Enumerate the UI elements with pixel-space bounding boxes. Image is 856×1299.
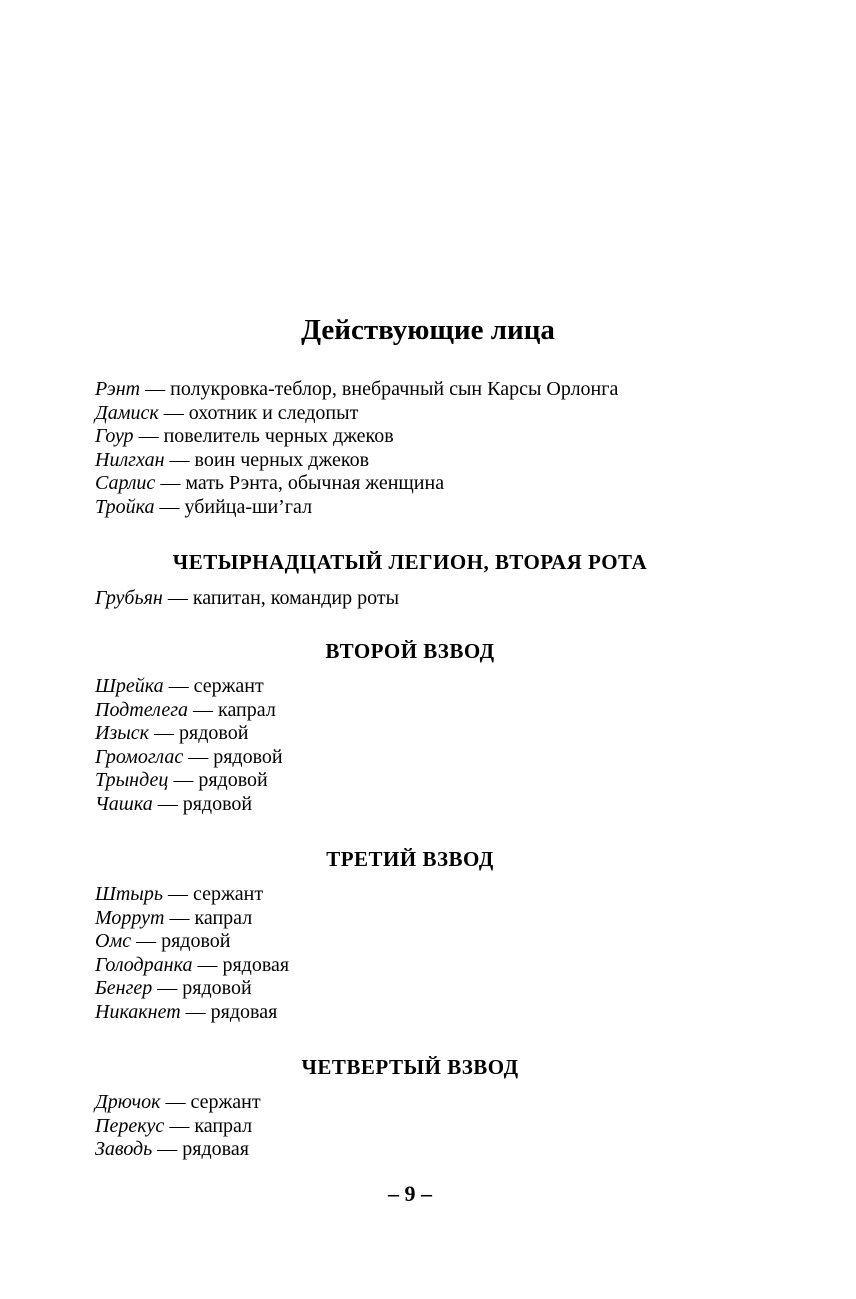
character-description: сержант (193, 675, 264, 697)
character-name: Голодранка (95, 953, 193, 976)
character-name: Шрейка (95, 675, 164, 697)
character-entry (95, 425, 618, 449)
character-name: Бенгер (95, 977, 153, 1000)
character-entry (95, 378, 618, 402)
character-description: капитан, командир роты (192, 587, 400, 609)
character-description: рядовая (210, 1000, 278, 1023)
character-description: полукровка-теблор, внебрачный сын Карсы Орлонга (170, 378, 619, 400)
character-entry (95, 1001, 289, 1025)
dash: — (168, 769, 199, 792)
dash: — (164, 1114, 195, 1137)
dash: — (155, 472, 186, 495)
character-description: убийца-ши’гал (184, 495, 313, 518)
character-description: капрал (194, 906, 253, 929)
character-description: рядовой (182, 977, 252, 1000)
character-description: сержант (192, 883, 264, 905)
character-name: Никакнет (95, 1000, 181, 1023)
character-entry (95, 449, 618, 473)
character-name: Сарлис (95, 472, 156, 495)
character-description: сержант (190, 1091, 261, 1113)
page-number: – 9 – (388, 1181, 432, 1206)
character-description: рядовая (182, 1138, 249, 1161)
character-description: рядовой (182, 792, 253, 815)
character-description: воин черных джеков (194, 448, 370, 471)
dash: — (183, 745, 214, 768)
dash: — (152, 792, 183, 815)
dash: — (152, 977, 183, 1000)
section-heading-fourth-platoon: ЧЕТВЕРТЫЙ ВЗВОД (301, 1055, 519, 1079)
character-name: Перекус (95, 1114, 165, 1137)
character-description: капрал (218, 698, 276, 721)
character-entry (95, 472, 618, 496)
dash: — (158, 401, 189, 424)
character-description: рядовой (161, 930, 231, 953)
character-name: Трындец (95, 769, 169, 792)
character-entry (95, 769, 283, 793)
character-name: Омс (95, 930, 132, 953)
section-heading-legion: ЧЕТЫРНАДЦАТЫЙ ЛЕГИОН, ВТОРАЯ РОТА (172, 550, 648, 574)
character-description: рядовая (222, 953, 290, 976)
dash: — (152, 1138, 183, 1161)
character-entry (95, 496, 618, 520)
fourth-platoon-list (95, 1091, 261, 1162)
dash: — (164, 448, 195, 471)
character-name: Моррут (95, 906, 165, 929)
character-description: рядовой (213, 745, 283, 768)
character-name: Изыск (95, 722, 150, 745)
dash: — (133, 425, 164, 448)
character-description: рядовой (179, 722, 249, 745)
dash: — (163, 675, 194, 697)
character-name: Подтелега (95, 698, 189, 721)
section-heading-third-platoon: ТРЕТИЙ ВЗВОД (326, 847, 494, 871)
character-name: Чашка (95, 792, 153, 815)
character-name: Штырь (95, 883, 163, 905)
character-entry (95, 587, 399, 611)
character-description: повелитель черных джеков (163, 425, 394, 448)
dash: — (192, 953, 223, 976)
character-name: Грубьян (95, 587, 163, 609)
character-description: мать Рэнта, обычная женщина (185, 472, 445, 495)
character-name: Заводь (95, 1138, 153, 1161)
character-entry (95, 722, 283, 746)
character-entry (95, 793, 283, 817)
character-name: Нилгхан (95, 448, 165, 471)
character-description: рядовой (198, 769, 268, 792)
character-description: капрал (194, 1114, 253, 1137)
character-entry (95, 746, 283, 770)
legion-list (95, 587, 399, 611)
character-entry (95, 1138, 261, 1162)
dash: — (154, 495, 185, 518)
character-entry (95, 402, 618, 426)
character-name: Тройка (95, 495, 155, 518)
dash: — (180, 1000, 211, 1023)
character-entry (95, 1115, 261, 1139)
third-platoon-list (95, 883, 289, 1025)
main-characters-list (95, 378, 618, 520)
character-name: Дрючок (95, 1091, 161, 1113)
character-name: Громоглас (95, 745, 184, 768)
character-entry (95, 675, 283, 699)
character-entry (95, 883, 289, 907)
dash: — (188, 698, 219, 721)
second-platoon-list (95, 675, 283, 817)
dash: — (164, 906, 195, 929)
dash: — (149, 722, 180, 745)
character-entry (95, 930, 289, 954)
character-entry (95, 1091, 261, 1115)
character-name: Дамиск (95, 401, 159, 424)
character-entry (95, 954, 289, 978)
character-entry (95, 977, 289, 1001)
dash: — (131, 930, 162, 953)
character-description: охотник и следопыт (188, 401, 359, 424)
character-entry (95, 907, 289, 931)
dash: — (160, 1091, 191, 1113)
dash: — (162, 587, 193, 609)
section-heading-second-platoon: ВТОРОЙ ВЗВОД (325, 639, 495, 663)
page-title: Действующие лица (301, 314, 555, 346)
character-entry (95, 699, 283, 723)
character-name: Рэнт (95, 378, 141, 400)
character-name: Гоур (95, 425, 134, 448)
dash: — (162, 883, 193, 905)
dash: — (140, 378, 171, 400)
